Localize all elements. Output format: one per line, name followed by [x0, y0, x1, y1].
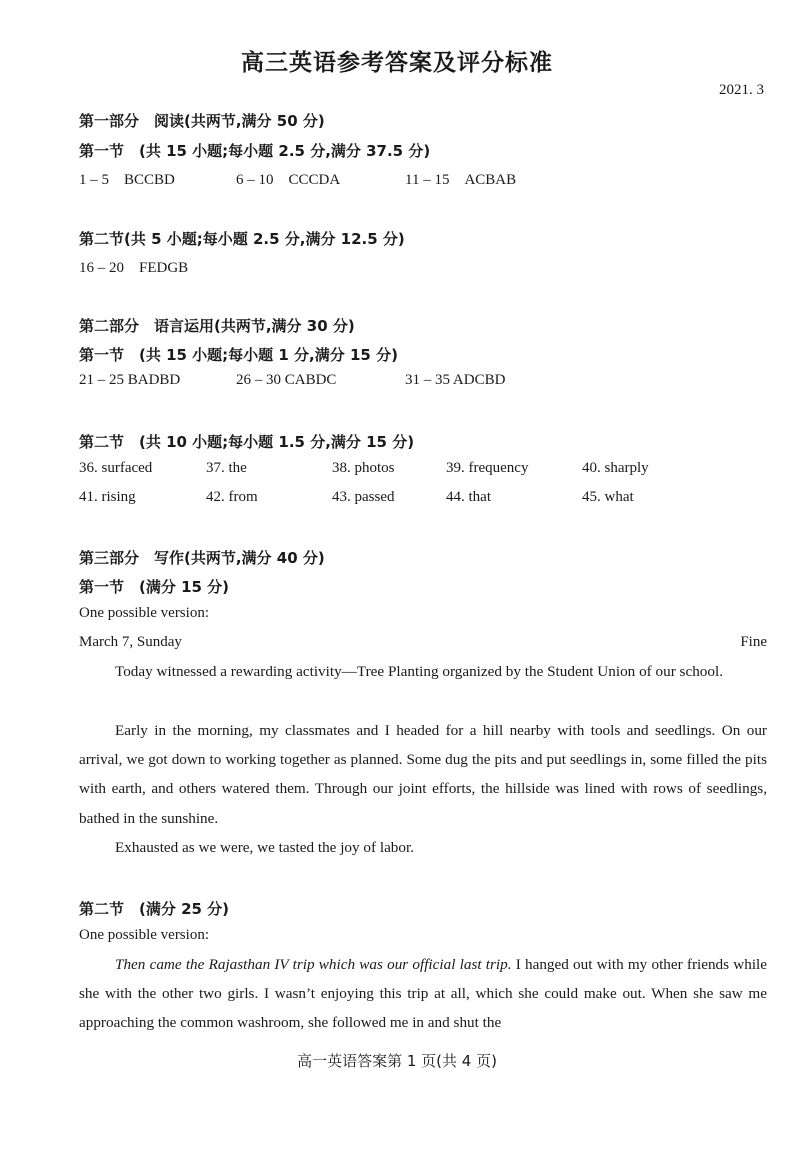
page-title: 高三英语参考答案及评分标准	[241, 50, 553, 76]
answer-item: 39. frequency	[446, 460, 529, 476]
part3-sec1-heading: 第一节 (满分 15 分)	[79, 578, 230, 596]
essay-paragraph-text: Exhausted as we were, we tasted the joy of labor.	[115, 839, 415, 856]
answer-group: 1 – 5 BCCBD	[79, 172, 175, 188]
diary-weather: Fine	[740, 634, 767, 650]
answer-group: 6 – 10 CCCDA	[236, 172, 341, 188]
part1-sec1-answers	[79, 168, 769, 188]
answer-group: 16 – 20 FEDGB	[79, 260, 189, 276]
answer-item: 40. sharply	[582, 460, 649, 476]
essay-paragraph-text: Early in the morning, my classmates and I headed for a hill nearby with tools and seedlings. On our arrival, we got down to working together as planned. Some dug the pits and put seedlings in, some filled the pits with earth, and others watered them. Through our joint efforts, the hillside was lined with rows of seedlings, bathed in the sunshine.	[79, 722, 767, 827]
continuation-paragraph	[79, 950, 767, 1038]
part1-sec2-answers	[79, 256, 769, 276]
continuation-text: I hanged out with my other friends while she with the other two girls. I wasn’t enjoying this trip at all, which she could make out. When she saw me approaching the common washroom, she followed me in and shut the	[79, 956, 767, 1032]
part1-sec2-heading: 第二节(共 5 小题;每小题 2.5 分,满分 12.5 分)	[79, 230, 405, 248]
part2-sec1-heading: 第一节 (共 15 小题;每小题 1 分,满分 15 分)	[79, 346, 398, 364]
exam-date: 2021. 3	[719, 82, 764, 98]
part2-sec2-row1	[79, 460, 769, 480]
answer-item: 42. from	[206, 489, 258, 505]
diary-header	[79, 634, 767, 651]
answer-group: 26 – 30 CABDC	[236, 372, 337, 388]
answer-item: 41. rising	[79, 489, 136, 505]
answer-item: 44. that	[446, 489, 491, 505]
essay-paragraph	[79, 716, 767, 833]
part3-sec2-heading: 第二节 (满分 25 分)	[79, 900, 230, 918]
essay-paragraph	[79, 657, 767, 686]
part1-heading: 第一部分 阅读(共两节,满分 50 分)	[79, 112, 325, 130]
answer-item: 43. passed	[332, 489, 395, 505]
version-intro: One possible version:	[79, 927, 209, 943]
answer-item: 45. what	[582, 489, 634, 505]
version-intro: One possible version:	[79, 605, 209, 621]
page-footer: 高一英语答案第 1 页(共 4 页)	[297, 1052, 497, 1070]
answer-item: 36. surfaced	[79, 460, 153, 476]
part2-sec1-answers	[79, 372, 769, 392]
answer-group: 21 – 25 BADBD	[79, 372, 181, 388]
part2-heading: 第二部分 语言运用(共两节,满分 30 分)	[79, 317, 355, 335]
answer-item: 37. the	[206, 460, 247, 476]
part3-heading: 第三部分 写作(共两节,满分 40 分)	[79, 549, 325, 567]
essay-paragraph-text: Today witnessed a rewarding activity—Tree Planting organized by the Student Union of our school.	[115, 663, 724, 680]
answer-group: 11 – 15 ACBAB	[405, 172, 517, 188]
part2-sec2-row2	[79, 489, 769, 509]
answer-item: 38. photos	[332, 460, 395, 476]
part2-sec2-heading: 第二节 (共 10 小题;每小题 1.5 分,满分 15 分)	[79, 433, 415, 451]
essay-paragraph	[79, 833, 767, 862]
answer-group: 31 – 35 ADCBD	[405, 372, 506, 388]
part1-sec1-heading: 第一节 (共 15 小题;每小题 2.5 分,满分 37.5 分)	[79, 142, 431, 160]
diary-date: March 7, Sunday	[79, 634, 182, 650]
continuation-lead-sentence: Then came the Rajasthan IV trip which was our official last trip.	[115, 956, 512, 973]
